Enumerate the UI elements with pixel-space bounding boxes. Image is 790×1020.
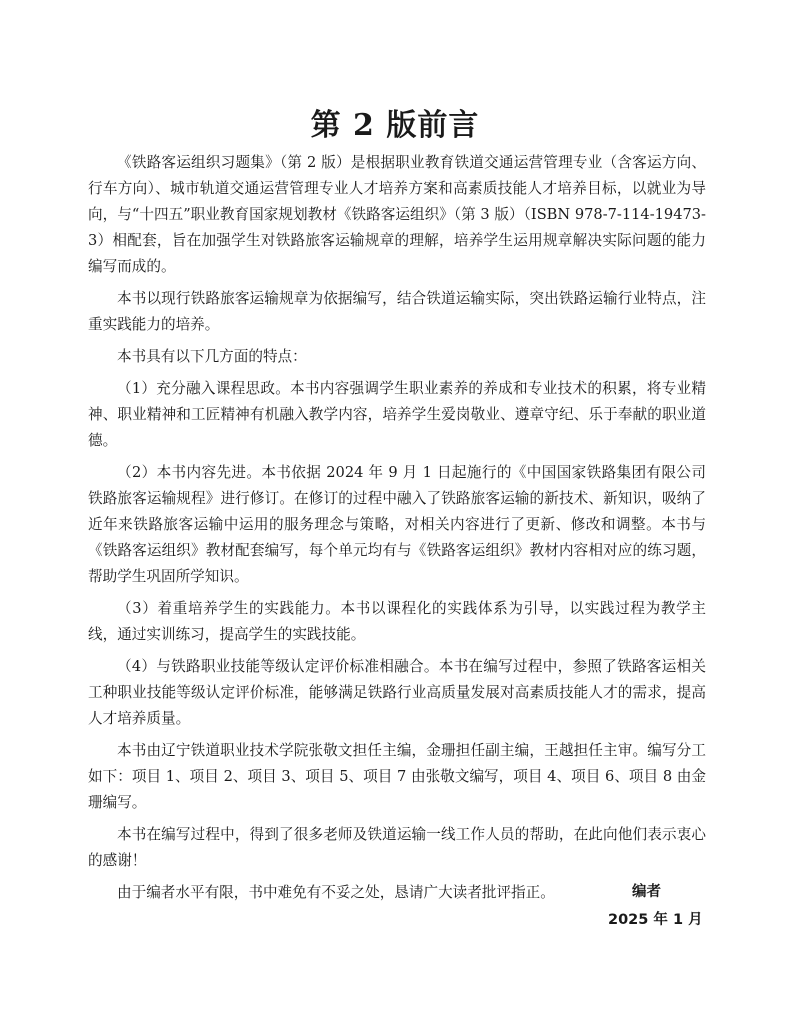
paragraph-feature-2: （2）本书内容先进。本书依据 2024 年 9 月 1 日起施行的《中国国家铁路集团有限公司铁路旅客运输规程》进行修订。在修订的过程中融入了铁路旅客运输的新技术、新知识，吸纳了近年来铁路旅客运输中运用的服务理念与策略，对相关内容进行了更新、修改和调整。本书与《铁路客运组织》教材配套编写，每个单元均有与《铁路客运组织》教材内容相对应的练习题，帮助学生巩固所学知识。 <box>88 464 706 585</box>
paragraph-basis: 本书以现行铁路旅客运输规章为依据编写，结合铁道运输实际，突出铁路运输行业特点，注重实践能力的培养。 <box>88 290 706 333</box>
page-title: 第 2 版前言 <box>310 108 480 143</box>
paragraph-feature-3: （3）着重培养学生的实践能力。本书以课程化的实践体系为引导，以实践过程为教学主线，通过实训练习，提高学生的实践技能。 <box>88 600 706 643</box>
paragraph-closing: 由于编者水平有限，书中难免有不妥之处，恳请广大读者批评指正。 <box>117 884 555 901</box>
signature-author: 编者 <box>632 884 661 900</box>
paragraph-thanks: 本书在编写过程中，得到了很多老师及铁道运输一线工作人员的帮助，在此向他们表示衷心的感谢！ <box>88 826 706 869</box>
paragraph-feature-4: （4）与铁路职业技能等级认定评价标准相融合。本书在编写过程中，参照了铁路客运相关工种职业技能等级认定评价标准，能够满足铁路行业高质量发展对高素质技能人才的需求，提高人才培养质量。 <box>88 658 706 727</box>
paragraph-features-heading: 本书具有以下几方面的特点： <box>117 348 307 365</box>
signature-date: 2025 年 1 月 <box>608 912 703 928</box>
paragraph-feature-1: （1）充分融入课程思政。本书内容强调学生职业素养的养成和专业技术的积累，将专业精神、职业精神和工匠精神有机融入教学内容，培养学生爱岗敬业、遵章守纪、乐于奉献的职业道德。 <box>88 380 706 449</box>
paragraph-authors: 本书由辽宁铁道职业技术学院张敬文担任主编，金珊担任副主编，王越担任主审。编写分工如下：项目 1、项目 2、项目 3、项目 5、项目 7 由张敬文编写，项目 4、项目 6、项目 8 由金珊编写。 <box>88 742 706 811</box>
preface-body <box>88 150 706 912</box>
paragraph-intro: 《铁路客运组织习题集》（第 2 版）是根据职业教育铁道交通运营管理专业（含客运方向、行车方向）、城市轨道交通运营管理专业人才培养方案和高素质技能人才培养目标，以就业为导向，与“十四五”职业教育国家规划教材《铁路客运组织》（第 3 版）（ISBN 978-7-114-19473-3）相配套，旨在加强学生对铁路旅客运输规章的理解，培养学生运用规章解决实际问题的能力编写而成的。 <box>88 154 706 275</box>
